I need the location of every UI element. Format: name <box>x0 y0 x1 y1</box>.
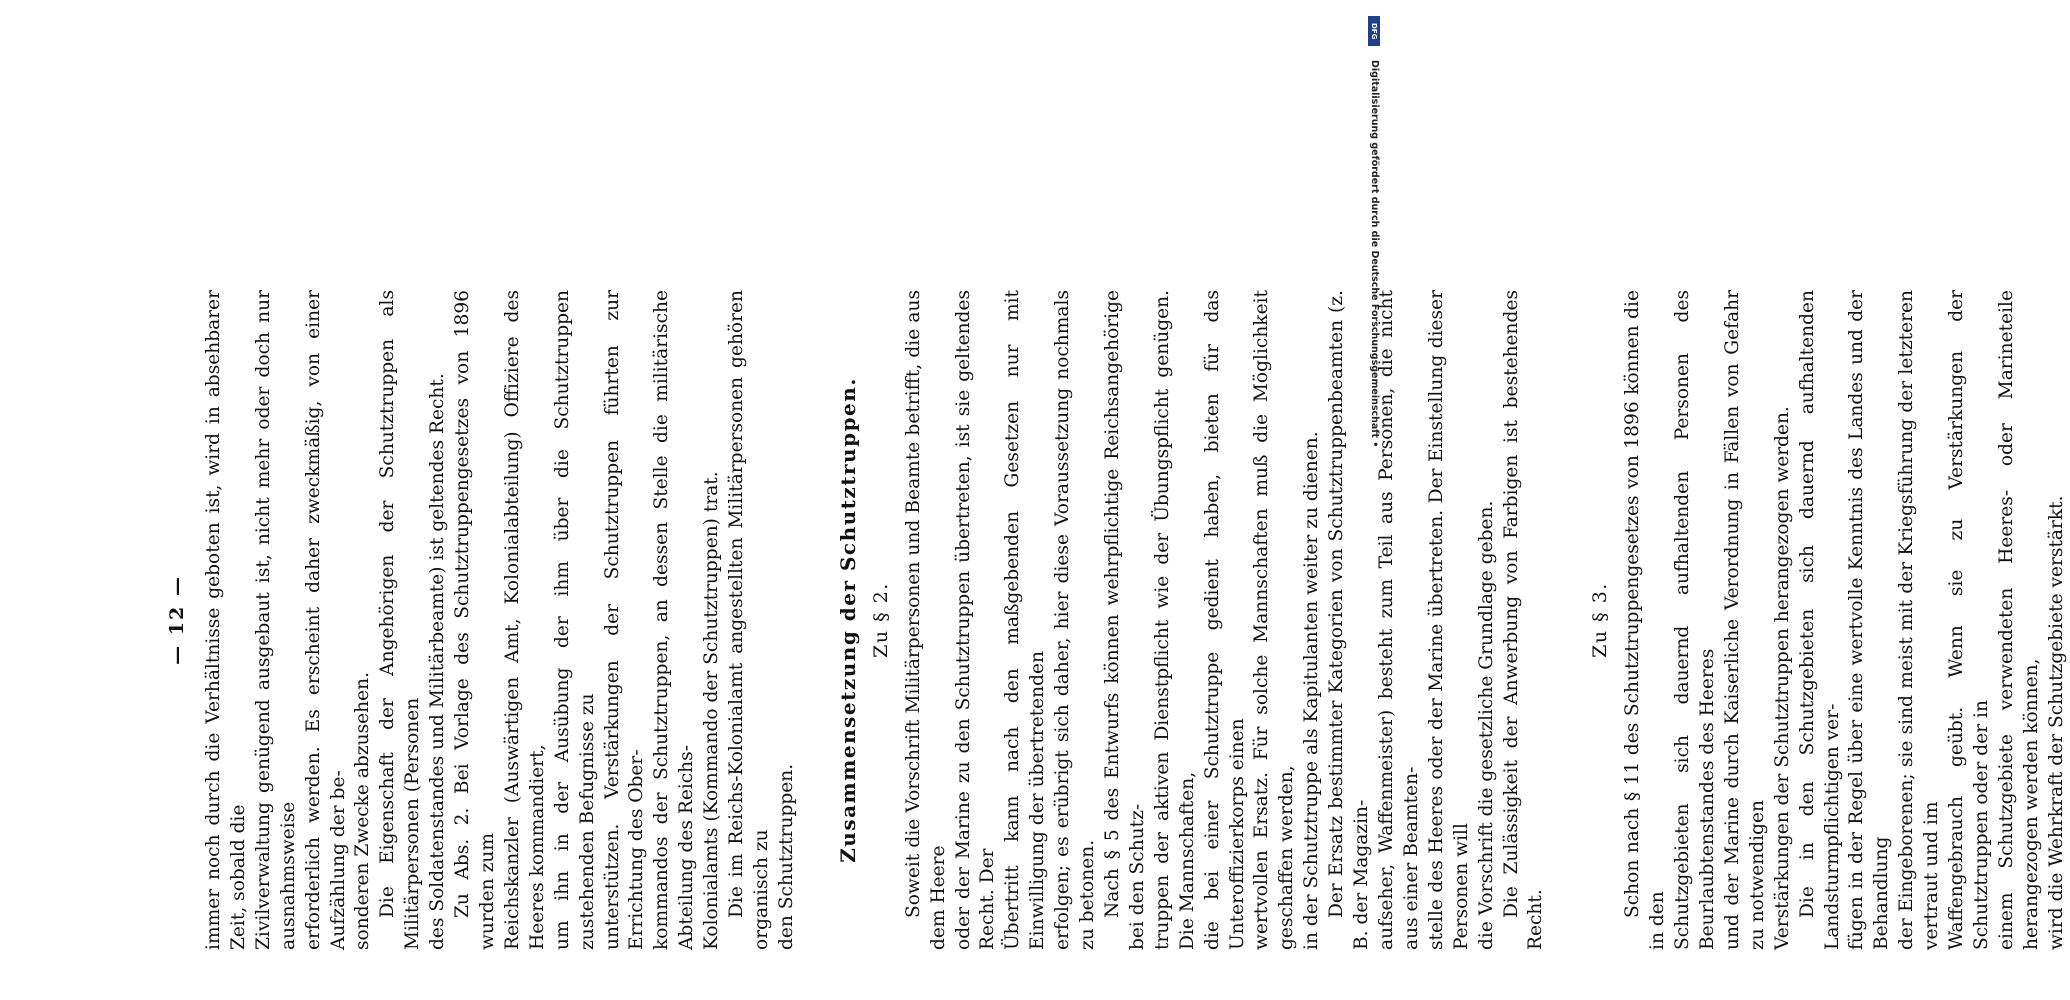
text-line: Zu Abs. 2. Bei Vorlage des Schutztruppengesetzes von 1896 wurden zum <box>452 284 498 950</box>
digitization-credit <box>1320 10 1380 990</box>
text-line: oder der Marine zu den Schutztruppen übertreten, ist sie geltendes Recht. Der <box>952 284 999 950</box>
section-heading: Zusammensetzung der Schutztruppen. <box>835 377 860 863</box>
paragraph-reichs-kolonialamt <box>725 284 800 950</box>
text-line: die Vorschrift die gesetzliche Grundlage geben. <box>1475 500 1497 950</box>
text-line: der Eingeborenen; sie sind meist mit der Kriegsführung der letzteren vertraut und im <box>1896 284 1943 950</box>
text-line: Der Ersatz bestimmter Kategorien von Schutztruppenbeamten (z. B. der Magazin- <box>1326 284 1373 950</box>
text-line: wird die Wehrkraft der Schutzgebiete verstärkt. <box>2045 495 2067 950</box>
text-line: Die in den Schutzgebieten sich dauernd aufhaltenden Landsturmpflichtigen ver- <box>1796 284 1843 950</box>
text-line: stelle des Heeres oder der Marine übertreten. Der Einstellung dieser Personen will <box>1425 284 1472 950</box>
credit-text: Digitalisierung gefördert durch die Deutsche Forschungsgemeinschaft • <box>1369 60 1380 448</box>
text-line: des Soldatenstandes und Militärbeamte) ist geltendes Recht. <box>427 373 449 950</box>
page-number: — 12 — <box>166 575 188 665</box>
paragraph-die-in <box>1796 284 2070 950</box>
text-line: Schon nach § 11 des Schutztruppengesetzes von 1896 können die in den <box>1622 284 1669 950</box>
text-line: Reichskanzler (Auswärtigen Amt, Kolonialabteilung) Offiziere des Heeres kommandiert, <box>501 284 548 950</box>
text-line: Die Zulässigkeit der Anwerbung von Farbigen ist bestehendes Recht. <box>1500 284 1547 950</box>
text-line: wertvollen Ersatz. Für solche Mannschaften muß die Möglichkeit geschaffen werden, <box>1251 284 1298 950</box>
text-line: und der Marine durch Kaiserliche Verordnung in Fällen von Gefahr zu notwendigen <box>1721 284 1768 950</box>
text-line: Nach § 5 des Entwurfs können wehrpflichtige Reichsangehörige bei den Schutz- <box>1102 284 1148 950</box>
text-line: Kolonialamts (Kommando der Schutztruppen) trat. <box>701 471 723 950</box>
dfg-logo: DFG <box>1368 16 1380 46</box>
subsection-heading-3: Zu § 3. <box>1589 582 1612 658</box>
text-line: Verstärkungen der Schutztruppen herangezogen werden. <box>1771 406 1793 950</box>
text-line: einem Schutzgebiete verwendeten Heeres- oder Marineteile herangezogen werden können, <box>1995 284 2042 950</box>
text-line: immer noch durch die Verhältnisse geboten ist, wird in absehbarer Zeit, sobald die <box>203 284 249 950</box>
text-line: Die Eigenschaft der Angehörigen der Schutztruppen als Militärpersonen (Personen <box>377 284 424 950</box>
document-page <box>150 284 2067 950</box>
text-line: erfolgen; es erübrigt sich daher, hier diese Voraussetzung nochmals zu betonen. <box>1052 284 1099 950</box>
text-line: fügen in der Regel über eine wertvolle Kenntnis des Landes und der Behandlung <box>1846 284 1893 950</box>
subsection-heading-2: Zu § 2. <box>869 582 892 658</box>
text-line: Übertritt kann nach den maßgebenden Gesetzen nur mit Einwilligung der übertretenden <box>1002 284 1049 950</box>
text-line: in der Schutztruppe als Kapitulanten weiter zu dienen. <box>1301 431 1323 950</box>
text-line: sonderen Zwecke abzusehen. <box>352 672 374 950</box>
text-line: unterstützen. Verstärkungen der Schutztruppen führten zur Errichtung des Ober- <box>601 284 648 950</box>
text-line: die bei einer Schutztruppe gedient haben, bieten für das Unteroffizierkorps einen <box>1201 284 1248 950</box>
text-line: aufseher, Waffenmeister) besteht zum Teil aus Personen, die nicht aus einer Beamten- <box>1375 284 1422 950</box>
text-line: Die im Reichs-Kolonialamt angestellten Militärpersonen gehören organisch zu <box>726 284 772 950</box>
paragraph-nach-5 <box>1101 284 1325 950</box>
paragraph-abs2 <box>451 284 725 950</box>
text-line: Zivilverwaltung genügend ausgebaut ist, nicht mehr oder doch nur ausnahmsweise <box>252 284 299 950</box>
text-line: Waffengebrauch geübt. Wenn sie zu Verstärkungen der Schutztruppen oder der in <box>1946 284 1992 950</box>
text-line: erforderlich werden. Es erscheint daher zweckmäßig, von einer Aufzählung der be- <box>302 284 349 950</box>
paragraph-eigenschaft <box>376 284 451 950</box>
text-line: truppen der aktiven Dienstpflicht wie der Übungspflicht genügen. Die Mannschaften, <box>1151 284 1198 950</box>
text-line: den Schutztruppen. <box>775 763 797 950</box>
text-line: um ihn in der Ausübung der ihm über die Schutztruppen zustehenden Befugnisse zu <box>551 284 598 950</box>
text-line: kommandos der Schutztruppen, an dessen Stelle die militärische Abteilung des Reichs- <box>651 284 698 950</box>
paragraph-schon <box>1621 284 1795 950</box>
paragraph-soweit <box>902 284 1101 950</box>
paragraph-top <box>202 284 376 950</box>
text-line: Soweit die Vorschrift Militärpersonen und Beamte betrifft, die aus dem Heere <box>902 284 949 950</box>
paragraph-zulaessigkeit <box>1500 284 1550 950</box>
text-line: Schutzgebieten sich dauernd aufhaltenden Personen des Beurlaubtenstandes des Heeres <box>1672 284 1719 950</box>
